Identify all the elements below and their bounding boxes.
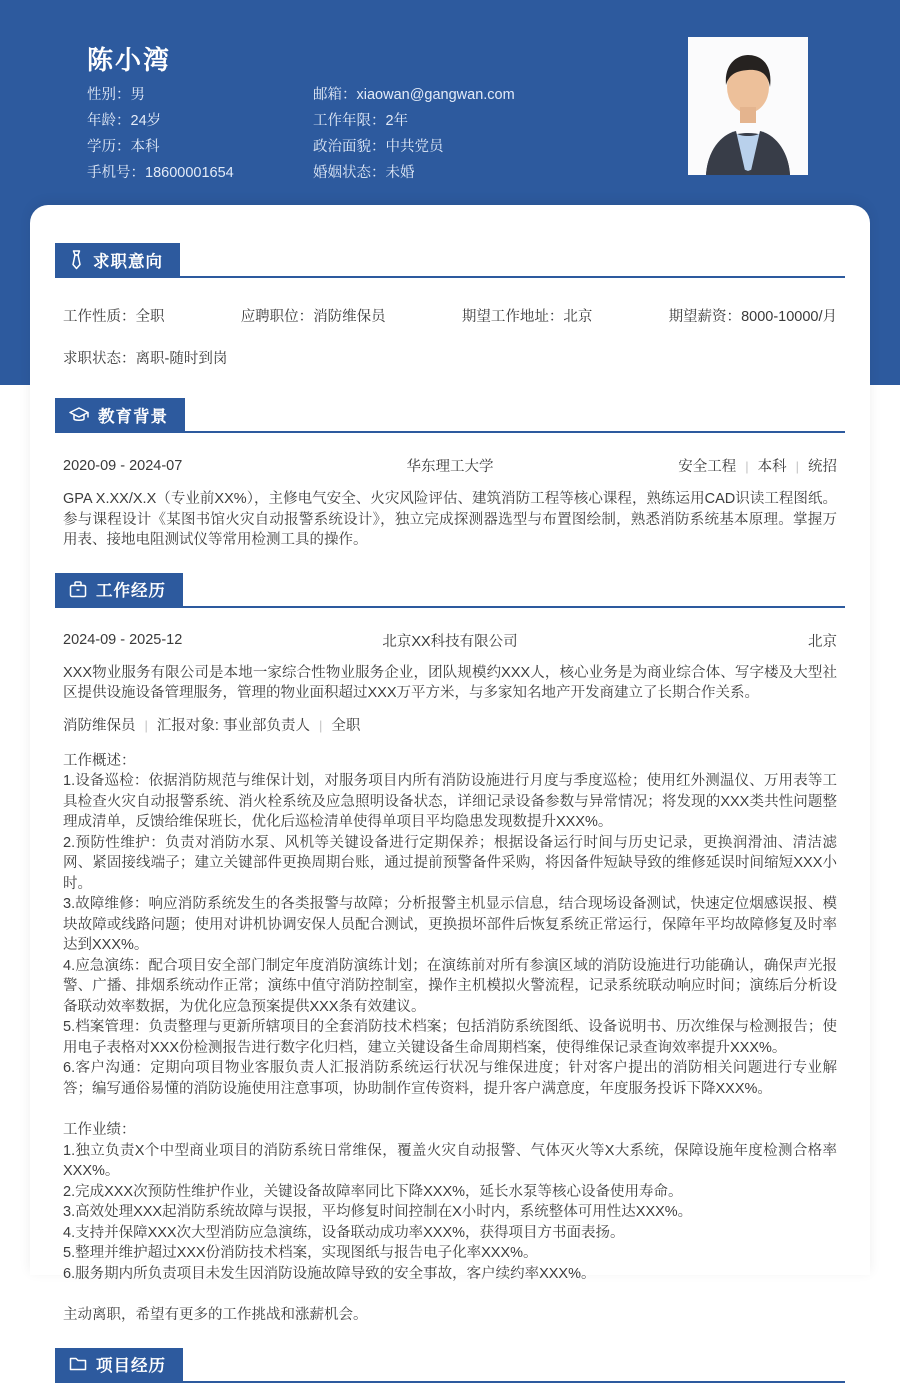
work-overview-item: 2.预防性维护：负责对消防水泵、风机等关键设备进行定期保养；根据设备运行时间与历史记录，更换润滑油、清洁滤网、紧固接线端子；建立关键部件更换周期台账，通过提前预警备件采购，将因备件短缺导致的维修延误时间缩短XXX小时。	[63, 834, 837, 892]
leave-reason: 主动离职，希望有更多的工作挑战和涨薪机会。	[63, 1307, 368, 1323]
education-period: 2020-09 - 2024-07	[63, 457, 183, 474]
personal-info-grid	[87, 83, 515, 181]
divider: |	[745, 459, 749, 474]
work-report-to: 汇报对象: 事业部负责人	[156, 717, 310, 734]
info-age: 年龄：24岁	[87, 113, 162, 129]
briefcase-icon	[69, 580, 87, 598]
work-achievement-item: 5.整理并维护超过XXX份消防技术档案，实现图纸与报告电子化率XXX%。	[63, 1245, 538, 1261]
education-meta-row	[63, 455, 837, 476]
work-achievement-item: 1.独立负责X个中型商业项目的消防系统日常维保，覆盖火灾自动报警、气体灭火等X大系统，保障设施年度检测合格率XXX%。	[63, 1142, 837, 1179]
section-work-head	[55, 573, 845, 608]
work-period: 2024-09 - 2025-12	[63, 632, 183, 648]
section-project-title: 项目经历	[55, 1348, 183, 1381]
folder-icon	[69, 1356, 87, 1372]
field-job-status: 求职状态：离职-随时到岗	[63, 351, 228, 367]
work-role-row	[63, 714, 837, 735]
work-achievement-item: 2.完成XXX次预防性维护作业，关键设备故障率同比下降XXX%，延长水泵等核心设备使用寿命。	[63, 1183, 683, 1200]
candidate-name: 陈小湾	[87, 45, 172, 75]
field-job-nature: 工作性质：全职	[63, 309, 165, 325]
tie-icon	[69, 250, 84, 270]
section-job-intent-head	[55, 243, 845, 278]
field-target-city: 期望工作地址：北京	[461, 309, 593, 325]
graduation-cap-icon	[69, 406, 89, 424]
work-overview-item: 1.设备巡检：依据消防规范与维保计划，对服务项目内所有消防设施进行月度与季度巡检；使用红外测温仪、万用表等工具检查火灾自动报警系统、消火栓系统及应急照明设备状态，详细记录设备参数与异常情况；将发现的XXX类共性问题整理成清单，反馈给维保班长，优化后巡检清单使得单项目平均隐患发现数提升XXX%。	[63, 773, 837, 830]
education-major: 安全工程	[678, 459, 737, 475]
field-target-position: 应聘职位：消防维保员	[240, 309, 386, 325]
job-intent-row-1	[63, 305, 837, 326]
work-job-type: 全职	[331, 717, 361, 734]
work-location: 北京	[808, 633, 837, 650]
education-enroll-type: 统招	[808, 459, 837, 475]
section-project-head	[55, 1348, 845, 1383]
education-school: 华东理工大学	[406, 459, 494, 475]
divider: |	[795, 459, 799, 474]
info-marital-status: 婚姻状态：未婚	[313, 165, 415, 181]
info-gender: 性别：男	[87, 87, 145, 103]
company-intro: XXX物业服务有限公司是本地一家综合性物业服务企业，团队规模约XXX人，核心业务是为商业综合体、写字楼及大型社区提供设施设备管理服务，管理的物业面积超过XXX万平方米，与多家知名地产开发商建立了长期合作关系。	[63, 664, 837, 701]
divider: |	[144, 717, 148, 733]
resume-card	[30, 205, 870, 1375]
section-work-title: 工作经历	[55, 573, 183, 606]
section-education-head	[55, 398, 845, 433]
info-phone: 手机号：18600001654	[87, 165, 234, 181]
info-education: 学历：本科	[87, 139, 160, 155]
education-degree: 本科	[757, 459, 787, 475]
section-job-intent-title: 求职意向	[55, 243, 180, 276]
work-overview-item: 3.故障维修：响应消防系统发生的各类报警与故障；分析报警主机显示信息，结合现场设备测试，快速定位烟感误报、模块故障或线路问题；使用对讲机协调安保人员配合测试，更换损坏部件后恢复系统正常运行，保障年平均故障修复及时率达到XXX%。	[63, 896, 837, 953]
work-meta-row	[63, 630, 837, 651]
work-role: 消防维保员	[63, 717, 136, 734]
work-achievements-title: 工作业绩：	[63, 1122, 136, 1138]
work-achievements	[63, 1120, 837, 1284]
info-political-status: 政治面貌：中共党员	[313, 139, 444, 155]
field-expected-salary: 期望薪资：8000-10000/月	[668, 309, 837, 325]
work-achievement-item: 4.支持并保障XXX次大型消防应急演练，设备联动成功率XXX%，获得项目方书面表扬。	[63, 1224, 625, 1241]
work-overview	[63, 751, 837, 1100]
education-detail	[494, 455, 838, 476]
work-overview-item: 5.档案管理：负责整理与更新所辖项目的全套消防技术档案；包括消防系统图纸、设备说明书、历次维保与检测报告；使用电子表格对XXX份检测报告进行数字化归档，建立关键设备生命周期档案，使得维保记录查询效率提升XXX%。	[63, 1019, 837, 1056]
work-achievement-item: 3.高效处理XXX起消防系统故障与误报，平均修复时间控制在X小时内，系统整体可用性达XXX%。	[63, 1204, 693, 1220]
divider: |	[318, 717, 323, 733]
section-education-title: 教育背景	[55, 398, 185, 431]
id-photo	[688, 37, 808, 175]
info-work-years: 工作年限：2年	[313, 113, 409, 129]
work-overview-item: 6.客户沟通：定期向项目物业客服负责人汇报消防系统运行状况与维保进度；针对客户提出的消防相关问题进行专业解答；编写通俗易懂的消防设施使用注意事项，协助制作宣传资料，提升客户满意度，年度服务投诉下降XXX%。	[63, 1060, 837, 1097]
work-overview-title: 工作概述：	[63, 752, 136, 769]
work-overview-item: 4.应急演练：配合项目安全部门制定年度消防演练计划；在演练前对所有参演区域的消防设施进行功能确认，确保声光报警、广播、排烟系统动作正常；演练中值守消防控制室，操作主机模拟火警流程，记录系统联动响应时间；演练后分析设备联动效率数据，为优化应急预案提供XXX条有效建议。	[63, 957, 837, 1015]
job-intent-row-2	[63, 347, 837, 368]
work-achievement-item: 6.服务期内所负责项目未发生因消防设施故障导致的安全事故，客户续约率XXX%。	[63, 1265, 596, 1282]
education-description: GPA X.XX/X.X（专业前XX%），主修电气安全、火灾风险评估、建筑消防工程等核心课程，熟练运用CAD识读工程图纸。参与课程设计《某图书馆火灾自动报警系统设计》，独立完成探测器选型与布置图绘制，熟悉消防系统基本原理。掌握万用表、接地电阻测试仪等常用检测工具的操作。	[63, 491, 837, 548]
info-email: 邮箱：xiaowan@gangwan.com	[313, 87, 515, 103]
work-company: 北京XX科技有限公司	[382, 633, 518, 650]
